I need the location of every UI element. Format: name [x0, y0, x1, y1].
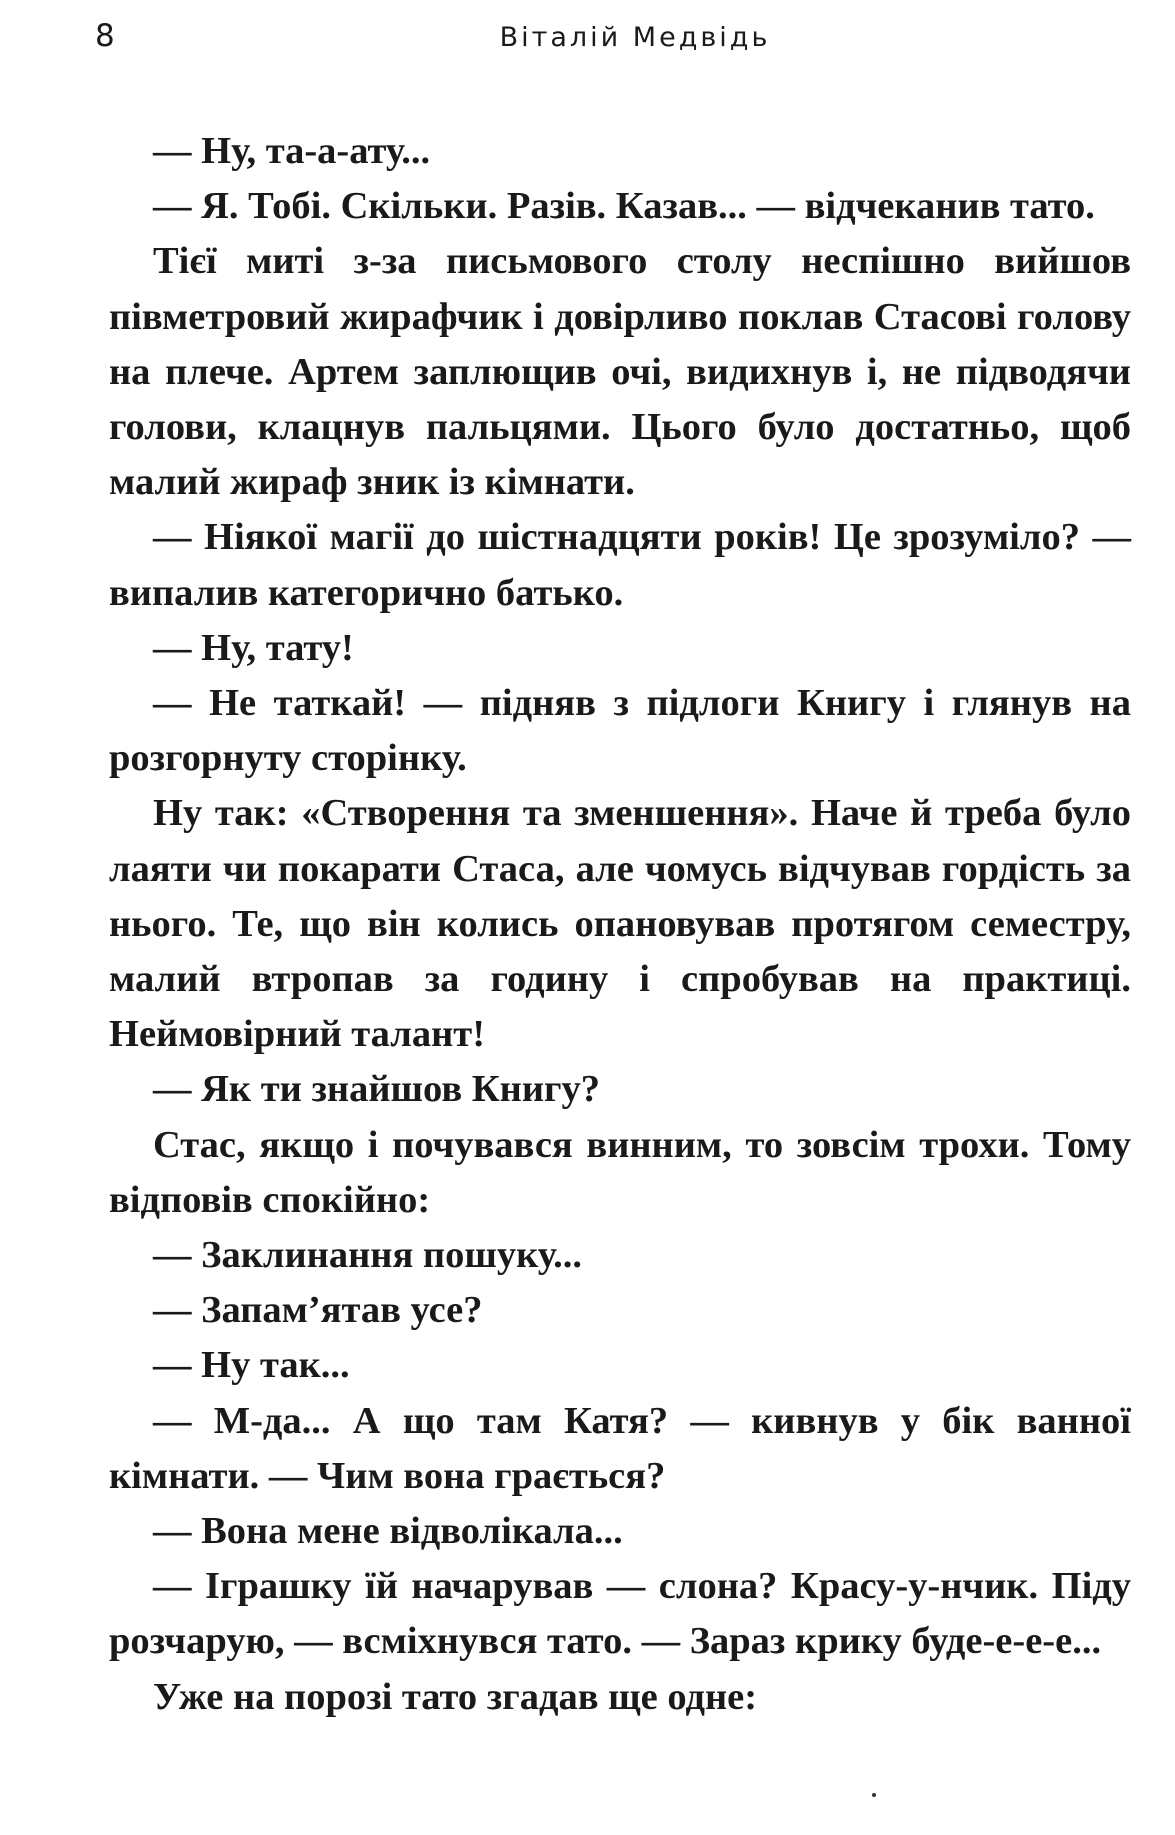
paragraph: — Я. Тобі. Скільки. Разів. Казав... — відчеканив тато.	[153, 185, 1095, 228]
paragraph: — Вона мене відволікала...	[153, 1510, 623, 1553]
paragraph: — Ніякої магії до шістнадцяти років! Це зрозуміло? — випалив категорично батько.	[109, 516, 1131, 614]
paragraph: Уже на порозі тато згадав ще одне:	[153, 1675, 758, 1718]
print-speck	[872, 1793, 876, 1797]
paragraph: — Ну так...	[153, 1344, 350, 1387]
paragraph: — Ну, та-а-ату...	[153, 130, 431, 172]
paragraph: Ну так: «Створення та зменшення». Наче й треба було лаяти чи покарати Стаса, але чомусь відчував гордість за нього. Те, що він колись опановував протягом семестру, малий втропав за годину і спробував на практиці. Неймовірний талант!	[109, 792, 1131, 1056]
paragraph: — Заклинання пошуку...	[153, 1234, 583, 1277]
paragraph: — Запам’ятав усе?	[153, 1289, 483, 1332]
paragraph: — Іграшку їй начарував — слона? Красу-у-нчик. Піду розчарую, — всміхнувся тато. — Зараз крику буде-е-е-е...	[109, 1565, 1131, 1663]
paragraph: — М-да... А що там Катя? — кивнув у бік ванної кімнати. — Чим вона грається?	[109, 1399, 1131, 1497]
paragraph: — Ну, тату!	[153, 626, 354, 669]
paragraph: Стас, якщо і почувався винним, то зовсім трохи. Тому відповів спокійно:	[109, 1123, 1131, 1221]
page-number: 8	[95, 18, 116, 54]
page-header	[95, 18, 1135, 68]
paragraph: Тієї миті з-за письмового столу неспішно вийшов півметровий жирафчик і довірливо поклав Стасові голову на плече. Артем заплющив очі, видихнув і, не підводячи голови, клацнув пальцями. Цього було достатньо, щоб малий жираф зник із кімнати.	[109, 240, 1131, 504]
paragraph: — Не таткай! — підняв з підлоги Книгу і глянув на розгорнуту сторінку.	[109, 682, 1131, 780]
running-head-author: Віталій Медвідь	[499, 22, 771, 53]
paragraph: — Як ти знайшов Книгу?	[153, 1068, 601, 1111]
body-text	[109, 124, 1131, 1725]
